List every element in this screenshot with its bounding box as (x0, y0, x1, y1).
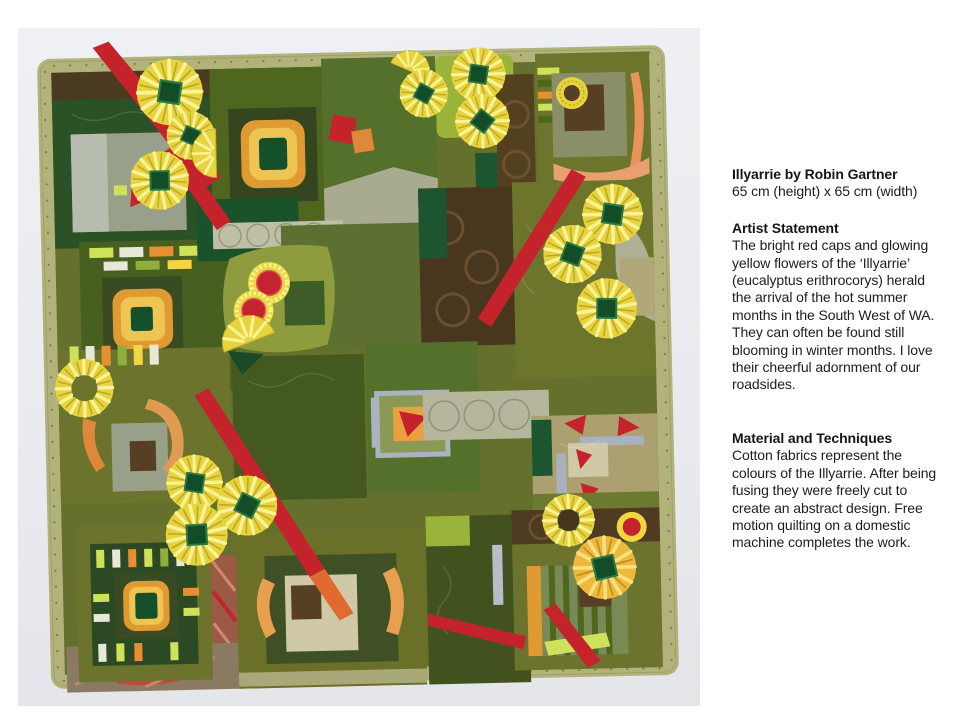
artwork-dimensions: 65 cm (height) x 65 cm (width) (732, 183, 918, 200)
materials-text: Cotton fabrics represent the colours of the Illyarrie. After being fusing they were freely cut to create an abstract design. Free motion quilting on a domestic machine completes the work. (732, 447, 937, 551)
quilt-artwork-image (18, 28, 700, 706)
quilt-photo (18, 28, 700, 706)
artwork-title: Illyarrie by Robin Gartner (732, 166, 898, 182)
artist-statement-heading: Artist Statement (732, 219, 839, 236)
artist-statement-text: The bright red caps and glowing yellow flowers of the ‘Illyarrie’ (eucalyptus erithrocorys) herald the arrival of the hot summer months in the South West of WA. They can often be found still blooming in winter months. I love their cheerful adornment of our roadsides. (732, 237, 935, 393)
materials-heading: Material and Techniques (732, 429, 893, 446)
artwork-caption (732, 166, 942, 552)
quilt-blocks (51, 51, 663, 692)
